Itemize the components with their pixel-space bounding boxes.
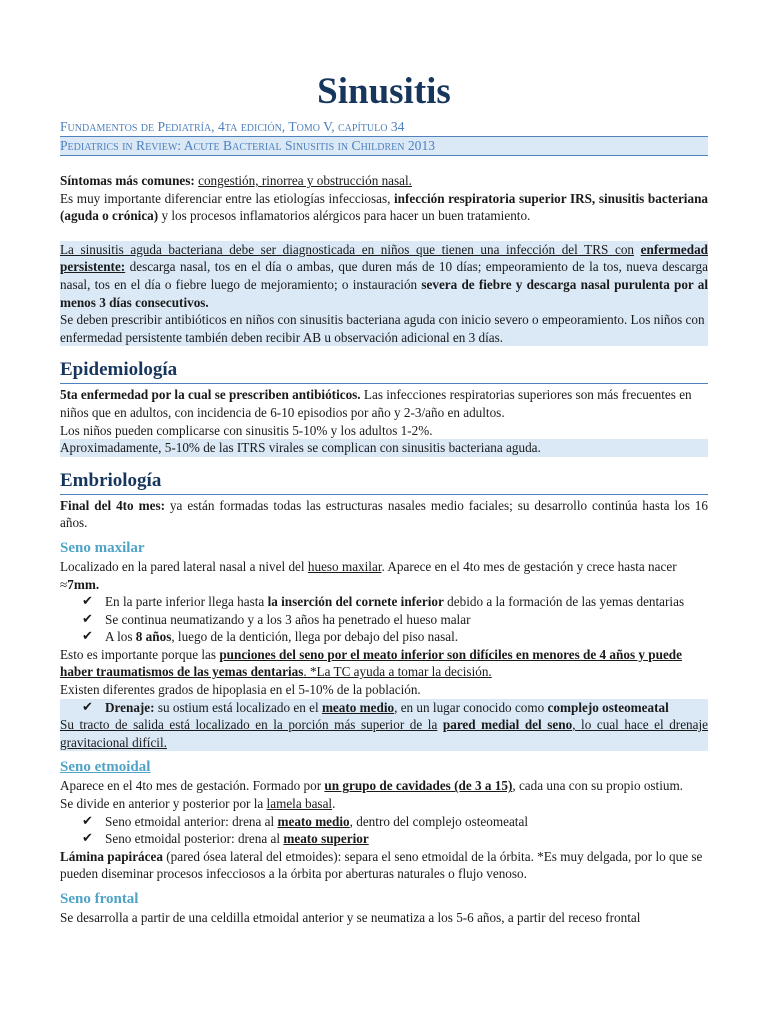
page-title: Sinusitis xyxy=(317,71,451,112)
etmoidal-lamina xyxy=(60,848,708,883)
embrio-text-b: ya están formadas todas las estructuras nasales medio faciales; su desarrollo continúa hasta los 16 años. xyxy=(60,497,708,531)
maxilar-text-a: Localizado en la pared lateral nasal a nivel del xyxy=(60,558,305,574)
epi-text-a: 5ta enfermedad por la cual se prescriben antibióticos. xyxy=(60,387,361,403)
maxilar-text-c: . Aparece en el 4to mes de gestación y crece hasta nacer ≈ xyxy=(60,558,677,592)
heading-epidemiologia: Epidemiología xyxy=(60,358,708,384)
sintomas-line xyxy=(60,172,708,190)
epi-line-3: Aproximadamente, 5-10% de las ITRS virales se complican con sinusitis bacteriana aguda. xyxy=(60,439,708,457)
maxilar-check-3-a: A los xyxy=(105,629,133,645)
intro-text-a: Es muy importante diferenciar entre las etiologías infecciosas, xyxy=(60,190,391,206)
aguda-block xyxy=(60,241,708,347)
etmoidal-check-2-b: meato superior xyxy=(283,831,369,847)
etmoidal-check-1 xyxy=(60,813,708,831)
source-reference-2: Pediatrics in Review: Acute Bacterial Sinusitis in Children 2013 xyxy=(60,137,708,156)
etmoidal-line-1 xyxy=(60,777,708,795)
maxilar-punciones-a: Esto es importante porque las xyxy=(60,646,217,662)
heading-seno-frontal: Seno frontal xyxy=(60,891,139,907)
maxilar-text-b: hueso maxilar xyxy=(307,558,382,574)
heading-seno-etmoidal: Seno etmoidal xyxy=(60,759,151,776)
etmoidal-l2-b: lamela basal xyxy=(266,796,333,812)
maxilar-check-2: ✔ Se continua neumatizando y a los 3 años ha penetrado el hueso malar xyxy=(60,611,708,629)
embrio-paragraph xyxy=(60,497,708,532)
aguda-antibiotics: Se deben prescribir antibióticos en niños con sinusitis bacteriana aguda con inicio severo o empeoramiento. Los niños con enfermedad persistente también deben recibir AB u observación adicional en 3 días. xyxy=(60,312,705,345)
frontal-line-1: Se desarrolla a partir de una celdilla etmoidal anterior y se neumatiza a los 5-6 años, a partir del receso frontal xyxy=(60,910,641,925)
maxilar-drenaje-b: su ostium está localizado en el xyxy=(157,699,319,715)
embrio-text-a: Final del 4to mes: xyxy=(60,497,165,513)
aguda-text-c: descarga nasal, tos en el día o ambas, que duren más de 10 días; empeoramiento de la tos, nueva descarga nasal, tos en el día o fiebre luego de mejoramiento; o instauración xyxy=(60,259,708,292)
maxilar-drenaje-a: Drenaje: xyxy=(105,699,155,715)
epi-text-b: Las infecciones respiratorias superiores son más frecuentes en niños que en adultos, con incidencia de 6-10 episodios por año y 2-3/año en adultos. xyxy=(60,387,692,420)
maxilar-tracto-a: Su tracto de salida está localizado en la porción más superior de la xyxy=(60,717,438,733)
epi-line-2: Los niños pueden complicarse con sinusitis 5-10% y los adultos 1-2%. xyxy=(60,422,433,438)
etmoidal-lamina-b: (pared ósea lateral del etmoides): separa el seno etmoidal de la órbita. *Es muy delgada, por lo que se pueden diseminar procesos infecciosos a la órbita por aberturas naturales o flujo venoso. xyxy=(60,848,703,882)
maxilar-check-3-b: 8 años xyxy=(135,629,172,645)
maxilar-punciones-c: . *La TC ayuda a tomar la decisión. xyxy=(303,664,492,680)
maxilar-drenaje-e: complejo osteomeatal xyxy=(547,699,669,715)
aguda-text-d: severa de fiebre y descarga nasal purulenta por al menos 3 días consecutivos. xyxy=(60,276,709,310)
maxilar-hipoplasia: Existen diferentes grados de hipoplasia en el 5-10% de la población. xyxy=(60,682,421,698)
maxilar-drenaje-c: meato medio xyxy=(321,699,395,715)
aguda-text-a: La sinusitis aguda bacteriana debe ser diagnosticada en niños que tienen una infección del TRS con xyxy=(60,241,635,257)
etmoidal-check-2-a: Seno etmoidal posterior: drena al xyxy=(105,831,281,847)
maxilar-punciones-b: punciones del seno por el meato inferior son difíciles en menores de 4 años y puede haber traumatismos de las yemas dentarias xyxy=(60,646,682,680)
source-reference-1: Fundamentos de Pediatría, 4ta edición, Tomo V, capítulo 34 xyxy=(60,118,708,137)
maxilar-drenaje-d: , en un lugar conocido como xyxy=(394,699,545,715)
etmoidal-text-b: un grupo de cavidades (de 3 a 15) xyxy=(324,778,513,794)
intro-text-c: y los procesos inflamatorios alérgicos para hacer un buen tratamiento. xyxy=(161,208,531,224)
maxilar-drenaje xyxy=(60,699,708,717)
maxilar-check-1 xyxy=(60,593,708,611)
sintomas-label: Síntomas más comunes: xyxy=(60,173,195,188)
maxilar-check-3-c: , luego de la dentición, llega por debajo del piso nasal. xyxy=(171,629,459,645)
maxilar-check-3 xyxy=(60,628,708,646)
etmoidal-lamina-a: Lámina papirácea xyxy=(60,848,163,864)
etmoidal-check-2 xyxy=(60,830,708,848)
aguda-text-b: enfermedad persistente: xyxy=(60,241,709,275)
etmoidal-l2-c: . xyxy=(332,796,336,812)
maxilar-line-1 xyxy=(60,558,708,593)
maxilar-tracto-b: pared medial del seno xyxy=(442,717,573,733)
maxilar-text-d: 7mm. xyxy=(67,576,100,592)
maxilar-check-1-b: la inserción del cornete inferior xyxy=(267,594,444,610)
maxilar-check-1-a: En la parte inferior llega hasta xyxy=(105,594,265,610)
epi-line-1 xyxy=(60,386,708,421)
aguda-paragraph xyxy=(60,241,708,311)
etmoidal-l2-a: Se divide en anterior y posterior por la xyxy=(60,796,264,812)
etmoidal-check-1-b: meato medio xyxy=(277,813,350,829)
maxilar-tracto xyxy=(60,716,708,751)
heading-embriologia: Embriología xyxy=(60,469,708,495)
heading-seno-maxilar: Seno maxilar xyxy=(60,539,145,556)
etmoidal-check-1-a: Seno etmoidal anterior: drena al xyxy=(105,813,275,829)
sintomas-text: congestión, rinorrea y obstrucción nasal. xyxy=(198,173,412,188)
maxilar-punciones xyxy=(60,646,708,681)
intro-text-b: infección respiratoria superior IRS, sinusitis bacteriana (aguda o crónica) xyxy=(60,190,708,224)
maxilar-tracto-c: , lo cual hace el drenaje gravitacional difícil. xyxy=(60,717,709,750)
intro-paragraph xyxy=(60,190,708,225)
etmoidal-text-a: Aparece en el 4to mes de gestación. Formado por xyxy=(60,778,322,794)
maxilar-check-1-c: debido a la formación de las yemas dentarias xyxy=(447,594,685,610)
etmoidal-check-1-c: , dentro del complejo osteomeatal xyxy=(349,813,528,829)
etmoidal-line-2 xyxy=(60,795,708,813)
etmoidal-text-c: , cada una con su propio ostium. xyxy=(512,778,684,794)
